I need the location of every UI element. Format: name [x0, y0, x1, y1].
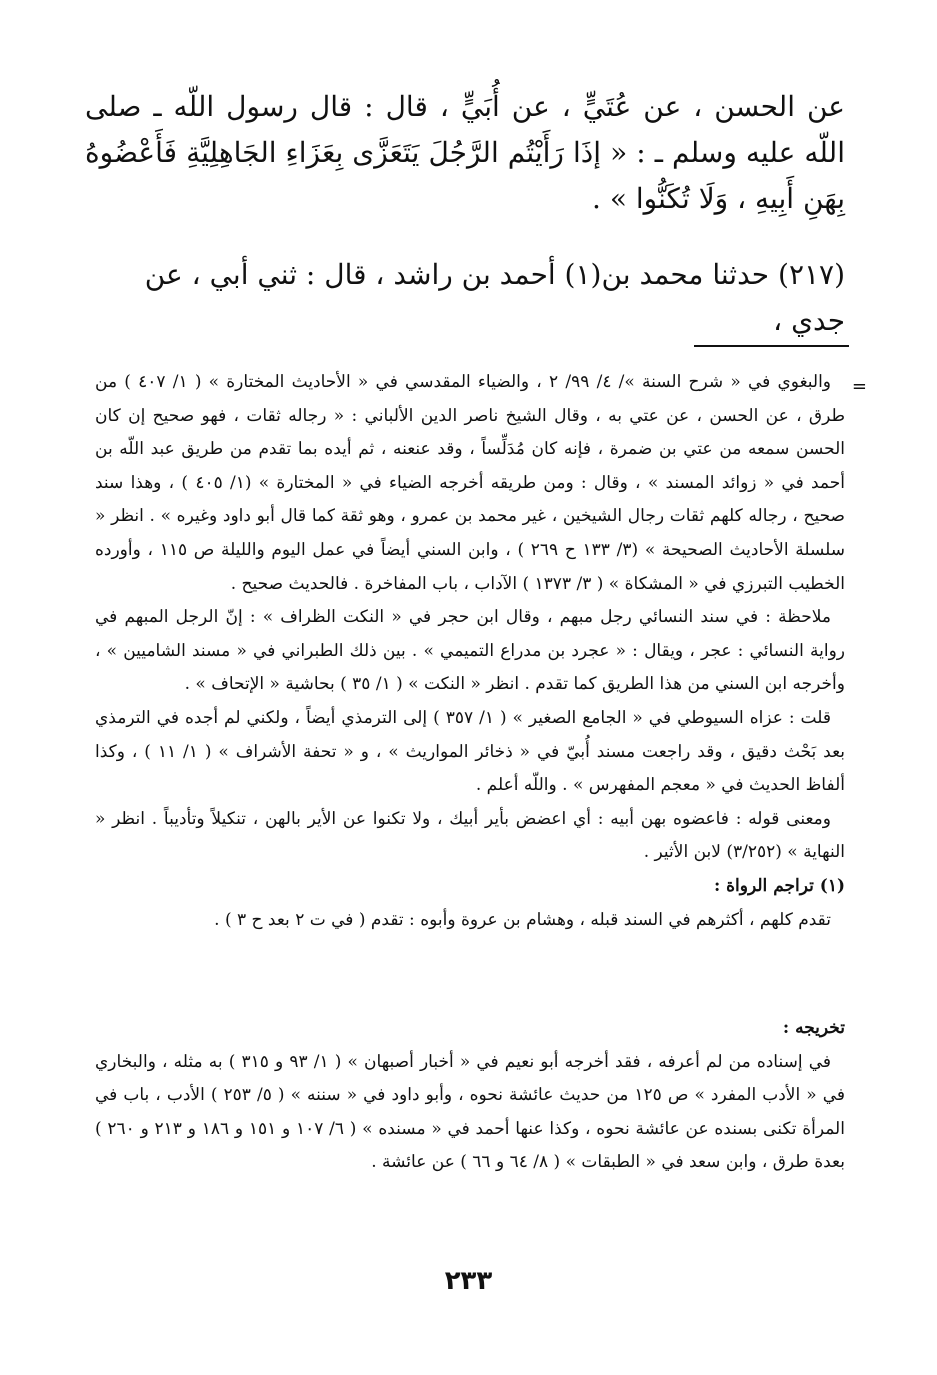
- hadith-217-text: (٢١٧) حدثنا محمد بن(١) أحمد بن راشد ، قال : ثني أبي ، عن جدي ،: [144, 258, 845, 337]
- takhrij-heading: تخريجه :: [782, 1018, 845, 1038]
- footnote-divider: [694, 345, 849, 347]
- main-text: [85, 84, 845, 222]
- footnotes: [95, 366, 845, 937]
- narrators-heading: (١) تراجم الرواة :: [713, 875, 845, 896]
- footnote-paragraph: ملاحظة : في سند النسائي رجل مبهم ، وقال ابن حجر في « النكت الظراف » : إنّ الرجل المبهم في رواية النسائي : عجر ، ويقال : « عجرد بن مدراع التميمي » . بين ذلك الطبراني في « مسند الشاميين » ، وأخرجه ابن السني من هذا الطريق كما تقدم . انظر « النكت » ( ١/ ٣٥ ) بحاشية « الإتحاف » .: [95, 607, 845, 695]
- page-number: ٢٣٣: [444, 1266, 493, 1296]
- narrators-text: تقدم كلهم ، أكثرهم في السند قبله ، وهشام بن عروة وأبوه : تقدم ( في ت ٢ بعد ح ٣ ) .: [214, 909, 831, 930]
- continuation-mark: =: [851, 376, 867, 397]
- hadith-217: [85, 252, 845, 344]
- hadith-216-text: عن الحسن ، عن عُتَيٍّ ، عن أُبَيٍّ ، قال : قال رسول اللّه ـ صلى اللّه عليه وسلم ـ : « إذَا رَأَيْتُم الرَّجُلَ يَتَعَزَّى بِعَزَاءِ الجَاهِلِيَّةِ فَأَعْضُوهُ بِهَنِ أَبِيهِ ، وَلَا تُكَنُّوا » .: [85, 90, 845, 215]
- takhrij-text: في إسناده من لم أعرفه ، فقد أخرجه أبو نعيم في « أخبار أصبهان » ( ١/ ٩٣ و ٣١٥ ) به مثله ، والبخاري في « الأدب المفرد » ص ١٢٥ من حديث عائشة نحوه ، وأبو داود في « سننه » ( ٥/ ٢٥٣ ) الأدب ، باب في المرأة تكنى بسنده عن عائشة نحوه ، وكذا عنها أحمد في « مسنده » ( ٦/ ١٠٧ و ١٥١ و ١٨٦ و ٢١٣ و ٢٦٠ ) بعدة طرق ، وابن سعد في « الطبقات » ( ٨/ ٦٤ و ٦٦ ) عن عائشة .: [95, 1051, 846, 1173]
- footnote-paragraph: ومعنى قوله : فاعضوه بهن أبيه : أي اعضض بأير أبيك ، ولا تكنوا عن الأير بالهن ، تنكيلاً وتأديباً . انظر « النهاية » (٣/٢٥٢) لابن الأثير .: [95, 808, 845, 863]
- footnote-paragraph: والبغوي في « شرح السنة »/ ٤/ ٩٩/ ٢ ، والضياء المقدسي في « الأحاديث المختارة » ( ١/ ٤٠٧ ) من طرق ، عن الحسن ، عن عتي به ، وقال الشيخ ناصر الدين الألباني : « رجاله ثقات ، فهو صحيح إن كان الحسن سمعه من عتي بن ضمرة ، فإنه كان مُدَلِّساً ، وقد عنعنه ، ثم أيده بما تقدم من طريق عبد اللّه بن أحمد في « زوائد المسند » ، وقال : ومن طريقه أخرجه الضياء في « المختارة » (١/ ٤٠٥ ) ، وهذا سند صحيح ، رجاله كلهم ثقات رجال الشيخين ، غير محمد بن عمرو ، وهو ثقة كما قال أبو داود وغيره » . انظر « سلسلة الأحاديث الصحيحة » (٣/ ١٣٣ ح ٢٦٩ ) ، وابن السني أيضاً في عمل اليوم والليلة ص ١١٥ ، وأورده الخطيب التبرزي في « المشكاة » ( ٣/ ١٣٧٣ ) الآداب ، باب المفاخرة . فالحديث صحيح .: [95, 372, 846, 594]
- takhrij-section: [95, 1012, 845, 1180]
- footnote-paragraph: قلت : عزاه السيوطي في « الجامع الصغير » ( ١/ ٣٥٧ ) إلى الترمذي أيضاً ، ولكني لم أجده في الترمذي بعد بَحْث دقيق ، وقد راجعت مسند أُبيّ في « ذخائر المواريث » ، و « تحفة الأشراف » ( ١/ ١١ ) ، وكذا ألفاظ الحديث في « معجم المفهرس » . واللّه أعلم .: [95, 707, 846, 796]
